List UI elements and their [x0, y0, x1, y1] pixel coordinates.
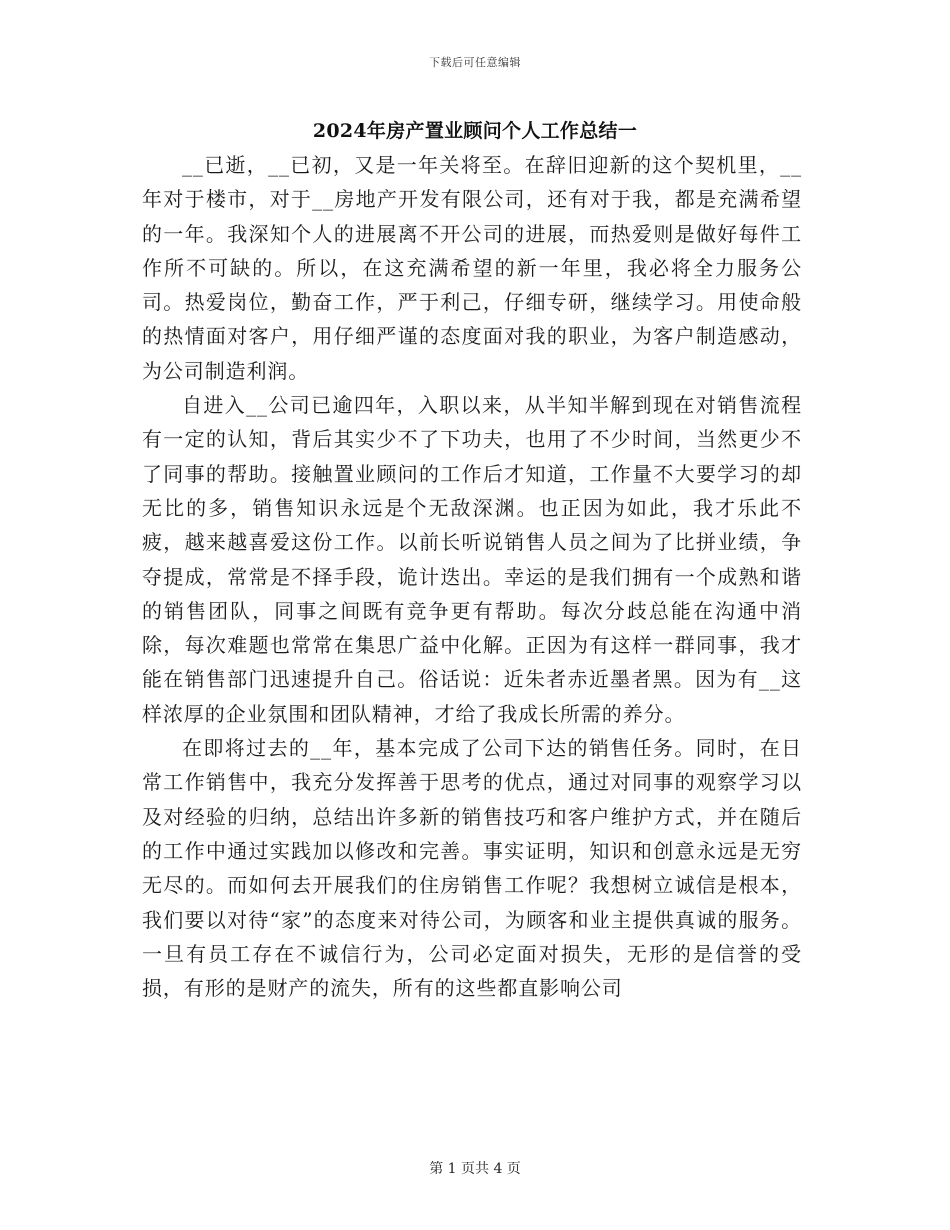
paragraph-3: 在即将过去的__年，基本完成了公司下达的销售任务。同时，在日常工作销售中，我充分发挥善于思考的优点，通过对同事的观察学习以及对经验的归纳，总结出许多新的销售技巧和客户维护方式，并在随后的工作中通过实践加以修改和完善。事实证明，知识和创意永远是无穷无尽的。而如何去开展我们的住房销售工作呢？我想树立诚信是根本，我们要以对待“家”的态度来对待公司，为顾客和业主提供真诚的服务。一旦有员工存在不诚信行为，公司必定面对损失，无形的是信誉的受损，有形的是财产的流失，所有的这些都直影响公司	[142, 736, 802, 1001]
paragraph-1: __已逝，__已初，又是一年关将至。在辞旧迎新的这个契机里，__年对于楼市，对于__房地产开发有限公司，还有对于我，都是充满希望的一年。我深知个人的进展离不开公司的进展，而热爱则是做好每件工作所不可缺的。所以，在这充满希望的新一年里，我必将全力服务公司。热爱岗位，勤奋工作，严于利己，仔细专研，继续学习。用使命般的热情面对客户，用仔细严谨的态度面对我的职业，为客户制造感动，为公司制造利润。	[142, 153, 802, 383]
page-number: 第 1 页共 4 页	[429, 1161, 521, 1177]
document-title: 2024年房产置业顾问个人工作总结一	[312, 120, 638, 142]
header-note: 下载后可任意编辑	[429, 56, 521, 69]
document-body	[142, 148, 802, 1005]
paragraph-2: 自进入__公司已逾四年，入职以来，从半知半解到现在对销售流程有一定的认知，背后其实少不了下功夫，也用了不少时间，当然更少不了同事的帮助。接触置业顾问的工作后才知道，工作量不大要学习的却无比的多，销售知识永远是个无敌深渊。也正因为如此，我才乐此不疲，越来越喜爱这份工作。以前长听说销售人员之间为了比拼业绩，争夺提成，常常是不择手段，诡计迭出。幸运的是我们拥有一个成熟和谐的销售团队，同事之间既有竞争更有帮助。每次分歧总能在沟通中消除，每次难题也常常在集思广益中化解。正因为有这样一群同事，我才能在销售部门迅速提升自己。俗话说：近朱者赤近墨者黑。因为有__这样浓厚的企业氛围和团队精神，才给了我成长所需的养分。	[142, 393, 802, 726]
